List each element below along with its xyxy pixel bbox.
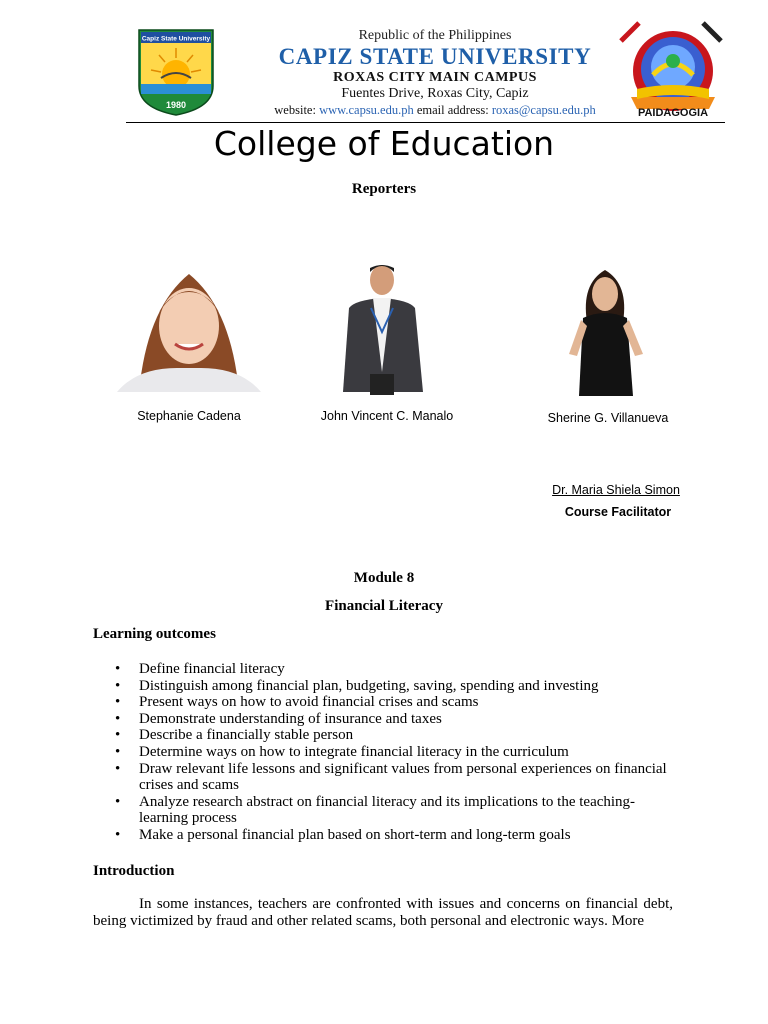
list-item	[93, 827, 683, 844]
website-link[interactable]: www.capsu.edu.ph	[319, 103, 414, 117]
bullet-icon: •	[115, 826, 121, 843]
college-of-education-logo	[617, 17, 725, 119]
republic-line: Republic of the Philippines	[358, 28, 512, 43]
capsu-seal-logo	[137, 28, 215, 116]
email-label: email address:	[416, 103, 489, 117]
bullet-icon: •	[115, 727, 121, 744]
bullet-icon: •	[115, 694, 121, 711]
introduction-paragraph: In some instances, teachers are confronted with issues and concerns on financial debt, being victimized by fraud and other related scams, both personal and electronic ways. More	[93, 896, 673, 929]
website-label: website:	[274, 103, 316, 117]
outcome-text: Make a personal financial plan based on short-term and long-term goals	[139, 826, 571, 843]
facilitator-role: Course Facilitator	[564, 505, 672, 519]
outcome-text: Define financial literacy	[139, 661, 285, 677]
seal-left-text: Capiz State University	[141, 35, 211, 43]
bullet-icon: •	[115, 743, 121, 760]
college-title: College of Education	[213, 124, 555, 163]
learning-outcomes-list	[93, 661, 683, 844]
outcome-text: Distinguish among financial plan, budgeting, saving, spending and investing	[139, 677, 599, 694]
bullet-icon: •	[115, 710, 121, 727]
campus-address: Fuentes Drive, Roxas City, Capiz	[341, 86, 529, 101]
facilitator-name: Dr. Maria Shiela Simon	[552, 483, 680, 497]
outcome-text: Draw relevant life lessons and significant values from personal experiences on financial crises and scams	[139, 760, 667, 794]
outcome-text: Demonstrate understanding of insurance and taxes	[139, 710, 442, 727]
campus-name: ROXAS CITY MAIN CAMPUS	[333, 70, 537, 85]
module-number: Module 8	[353, 570, 415, 586]
reporter-photo-2	[335, 262, 431, 395]
header-divider	[126, 122, 725, 123]
outcome-text: Determine ways on how to integrate financial literacy in the curriculum	[139, 743, 569, 760]
reporter-name-1: Stephanie Cadena	[137, 409, 241, 423]
outcome-text: Present ways on how to avoid financial crises and scams	[139, 694, 479, 711]
bullet-icon: •	[115, 677, 121, 694]
bullet-icon: •	[115, 760, 121, 777]
reporters-heading: Reporters	[351, 181, 417, 197]
reporter-photo-1	[117, 268, 261, 392]
university-name: CAPIZ STATE UNIVERSITY	[278, 44, 592, 69]
list-item	[93, 694, 683, 711]
list-item	[93, 661, 683, 678]
learning-outcomes-heading: Learning outcomes	[93, 626, 216, 642]
reporter-name-2: John Vincent C. Manalo	[320, 409, 454, 423]
list-item	[93, 744, 683, 761]
letterhead-text	[250, 28, 620, 118]
email-link[interactable]: roxas@capsu.edu.ph	[491, 103, 596, 117]
list-item	[93, 794, 683, 827]
seal-right-text: PAIDAGOGIA	[637, 107, 709, 119]
bullet-icon: •	[115, 793, 121, 810]
reporter-name-3: Sherine G. Villanueva	[547, 411, 669, 425]
contact-line	[250, 102, 620, 118]
outcome-text: Describe a financially stable person	[139, 727, 354, 744]
list-item	[93, 727, 683, 744]
seal-left-year: 1980	[165, 100, 187, 110]
list-item	[93, 711, 683, 728]
module-topic: Financial Literacy	[325, 598, 443, 614]
list-item	[93, 678, 683, 695]
bullet-icon: •	[115, 661, 121, 677]
introduction-heading: Introduction	[93, 863, 175, 879]
list-item	[93, 761, 683, 794]
outcome-text: Analyze research abstract on financial literacy and its implications to the teaching-learning process	[139, 793, 636, 827]
reporter-photo-3	[559, 264, 651, 396]
